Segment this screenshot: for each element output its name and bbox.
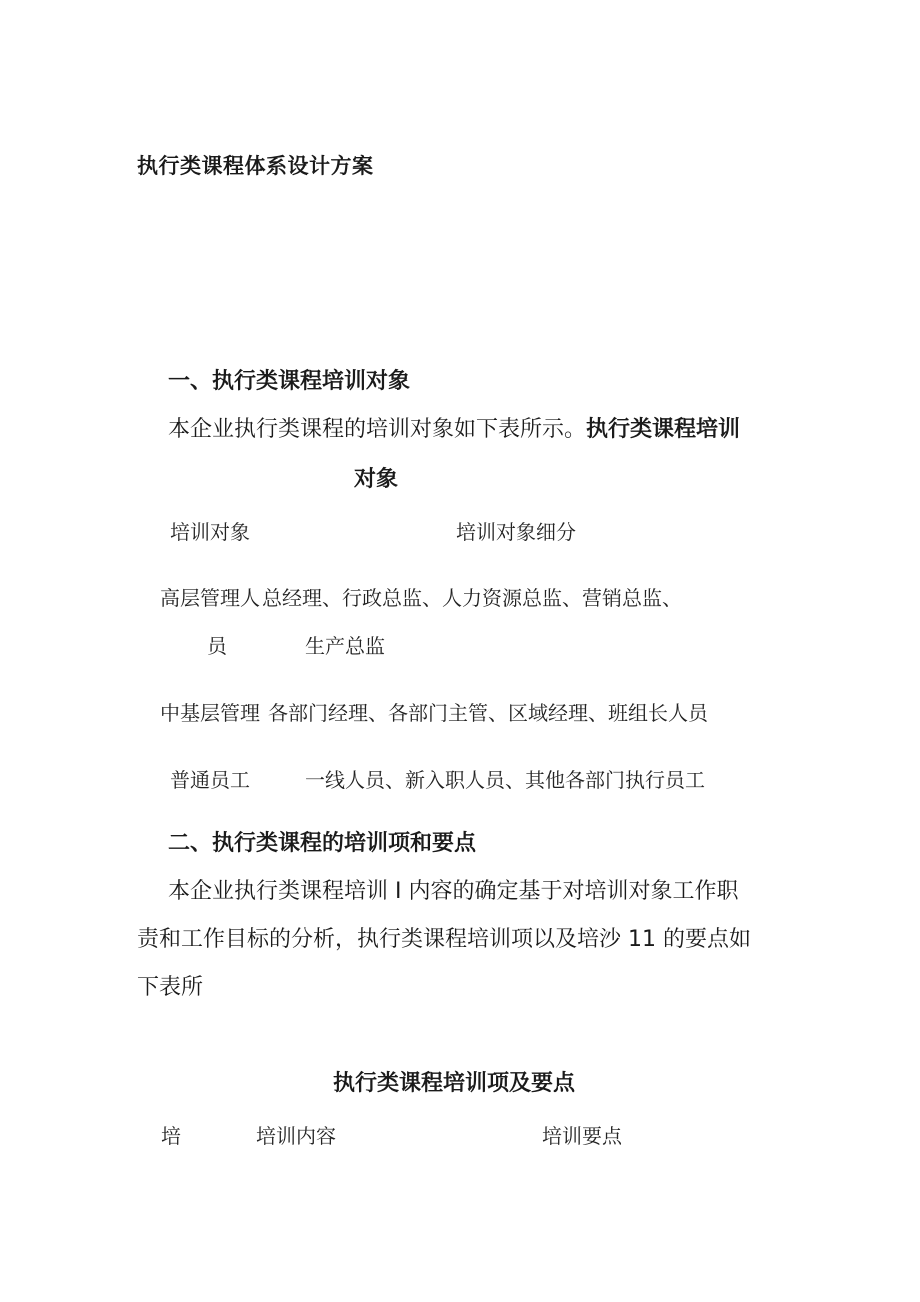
- section2-heading: 二、执行类课程的培训项和要点: [168, 831, 477, 856]
- table1-header-subdivision: 培训对象细分: [456, 520, 576, 544]
- table1-row3-target: 普通员工: [170, 768, 250, 792]
- section1-heading: 一、执行类课程培训对象: [168, 369, 411, 394]
- table2-header-item: 培: [161, 1124, 181, 1148]
- section1-intro: [168, 412, 740, 443]
- document-title: 执行类课程体系设计方案: [137, 154, 374, 178]
- table1-row1-target-a: 高层管理人: [160, 586, 260, 610]
- table2-header-keypoints: 培训要点: [542, 1124, 622, 1148]
- section1-intro-plain: 本企业执行类课程的培训对象如下表所示。: [168, 417, 587, 442]
- table1-row1-subdivision-b: 生产总监: [305, 634, 385, 658]
- section2-paragraph-line1: 本企业执行类课程培训 I 内容的确定基于对培训对象工作职: [168, 879, 739, 904]
- table1-row1-subdivision-a: 总经理、行政总监、人力资源总监、营销总监、: [262, 586, 682, 610]
- table2-header-content: 培训内容: [256, 1124, 336, 1148]
- table2-caption: 执行类课程培训项及要点: [333, 1071, 576, 1096]
- section1-table-caption-part2: 对象: [354, 467, 399, 492]
- table1-row1-target-b: 员: [207, 634, 227, 658]
- table1-header-target: 培训对象: [170, 520, 250, 544]
- section1-table-caption-part1: 执行类课程培训: [586, 417, 741, 442]
- table1-row2-subdivision: 各部门经理、各部门主管、区域经理、班组长人员: [268, 701, 708, 725]
- table1-row2-target: 中基层管理: [160, 701, 260, 725]
- table1-row3-subdivision: 一线人员、新入职人员、其他各部门执行员工: [305, 768, 705, 792]
- section2-paragraph-line2: 责和工作目标的分析，执行类课程培训项以及培沙 11 的要点如: [137, 927, 751, 952]
- section2-paragraph-line3: 下表所: [137, 975, 204, 1000]
